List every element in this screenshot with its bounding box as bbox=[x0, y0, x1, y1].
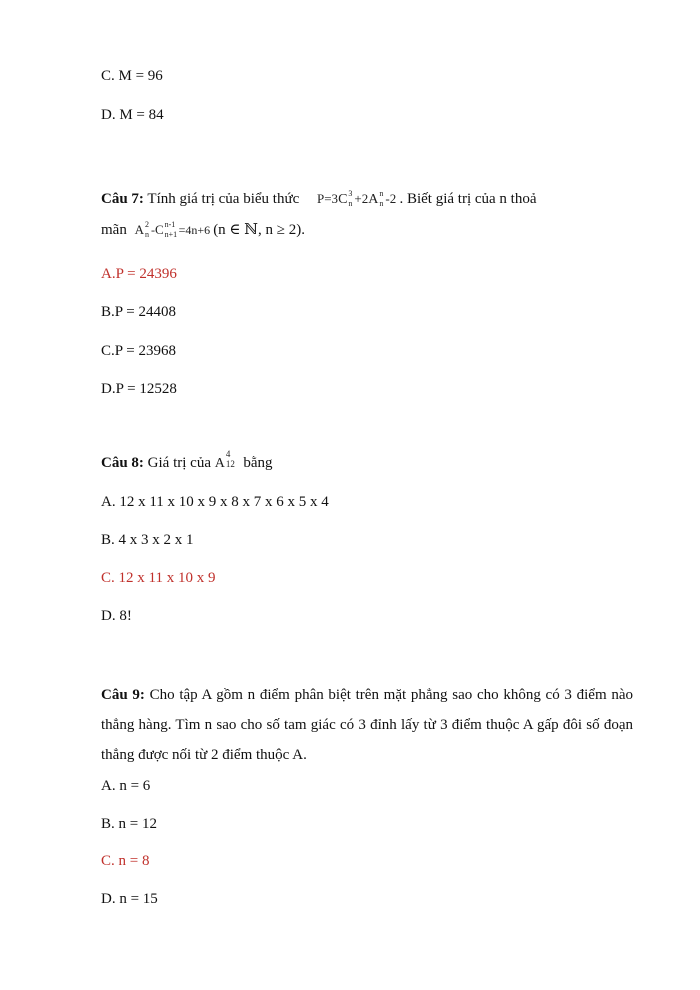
q9-option-a: A. n = 6 bbox=[101, 778, 151, 794]
q7-option-d: D.P = 12528 bbox=[101, 381, 177, 397]
q8-option-a: A. 12 x 11 x 10 x 9 x 8 x 7 x 6 x 5 x 4 bbox=[101, 494, 329, 510]
question-7-text-a: Tính giá trị của biểu thức bbox=[147, 191, 300, 207]
formula-condition: A 2 n -C n-1 n+1 =4n+6 bbox=[134, 220, 211, 240]
q9-option-c: C. n = 8 bbox=[101, 853, 150, 869]
q8-option-b: B. 4 x 3 x 2 x 1 bbox=[101, 532, 194, 548]
question-8-text-a: Giá trị của bbox=[147, 455, 211, 471]
question-7-text-b: . Biết giá trị của n thoả bbox=[399, 191, 537, 207]
question-9 bbox=[101, 680, 633, 770]
question-8-label: Câu 8: bbox=[101, 455, 144, 471]
q6-option-d: D. M = 84 bbox=[101, 107, 164, 123]
q7-option-a: A.P = 24396 bbox=[101, 266, 177, 282]
question-7-condition: (n ∈ ℕ, n ≥ 2). bbox=[213, 222, 305, 238]
q6-option-c: C. M = 96 bbox=[101, 68, 163, 84]
q7-option-c: C.P = 23968 bbox=[101, 343, 176, 359]
q8-option-c: C. 12 x 11 x 10 x 9 bbox=[101, 570, 216, 586]
question-9-text: Cho tập A gồm n điểm phân biệt trên mặt phẳng sao cho không có 3 điểm nào thẳng hàng. Tìm n sao cho số tam giác có 3 đỉnh lấy từ 3 điểm thuộc A gấp đôi số đoạn thẳng được nối từ 2 điểm thuộc A. bbox=[101, 687, 634, 763]
question-7-label: Câu 7: bbox=[101, 191, 144, 207]
q8-option-d: D. 8! bbox=[101, 608, 132, 624]
q7-option-b: B.P = 24408 bbox=[101, 304, 176, 320]
question-7-line2-start: mãn bbox=[101, 222, 127, 238]
q9-option-d: D. n = 15 bbox=[101, 891, 158, 907]
q9-option-b: B. n = 12 bbox=[101, 816, 157, 832]
question-8-text-b: bằng bbox=[243, 455, 273, 471]
formula-p: P=3C 3 n +2A n n -2 bbox=[317, 189, 397, 209]
question-7 bbox=[101, 184, 633, 245]
formula-a-12-4: A 4 12 bbox=[214, 448, 235, 471]
question-9-label: Câu 9: bbox=[101, 687, 145, 703]
question-8 bbox=[101, 448, 633, 479]
